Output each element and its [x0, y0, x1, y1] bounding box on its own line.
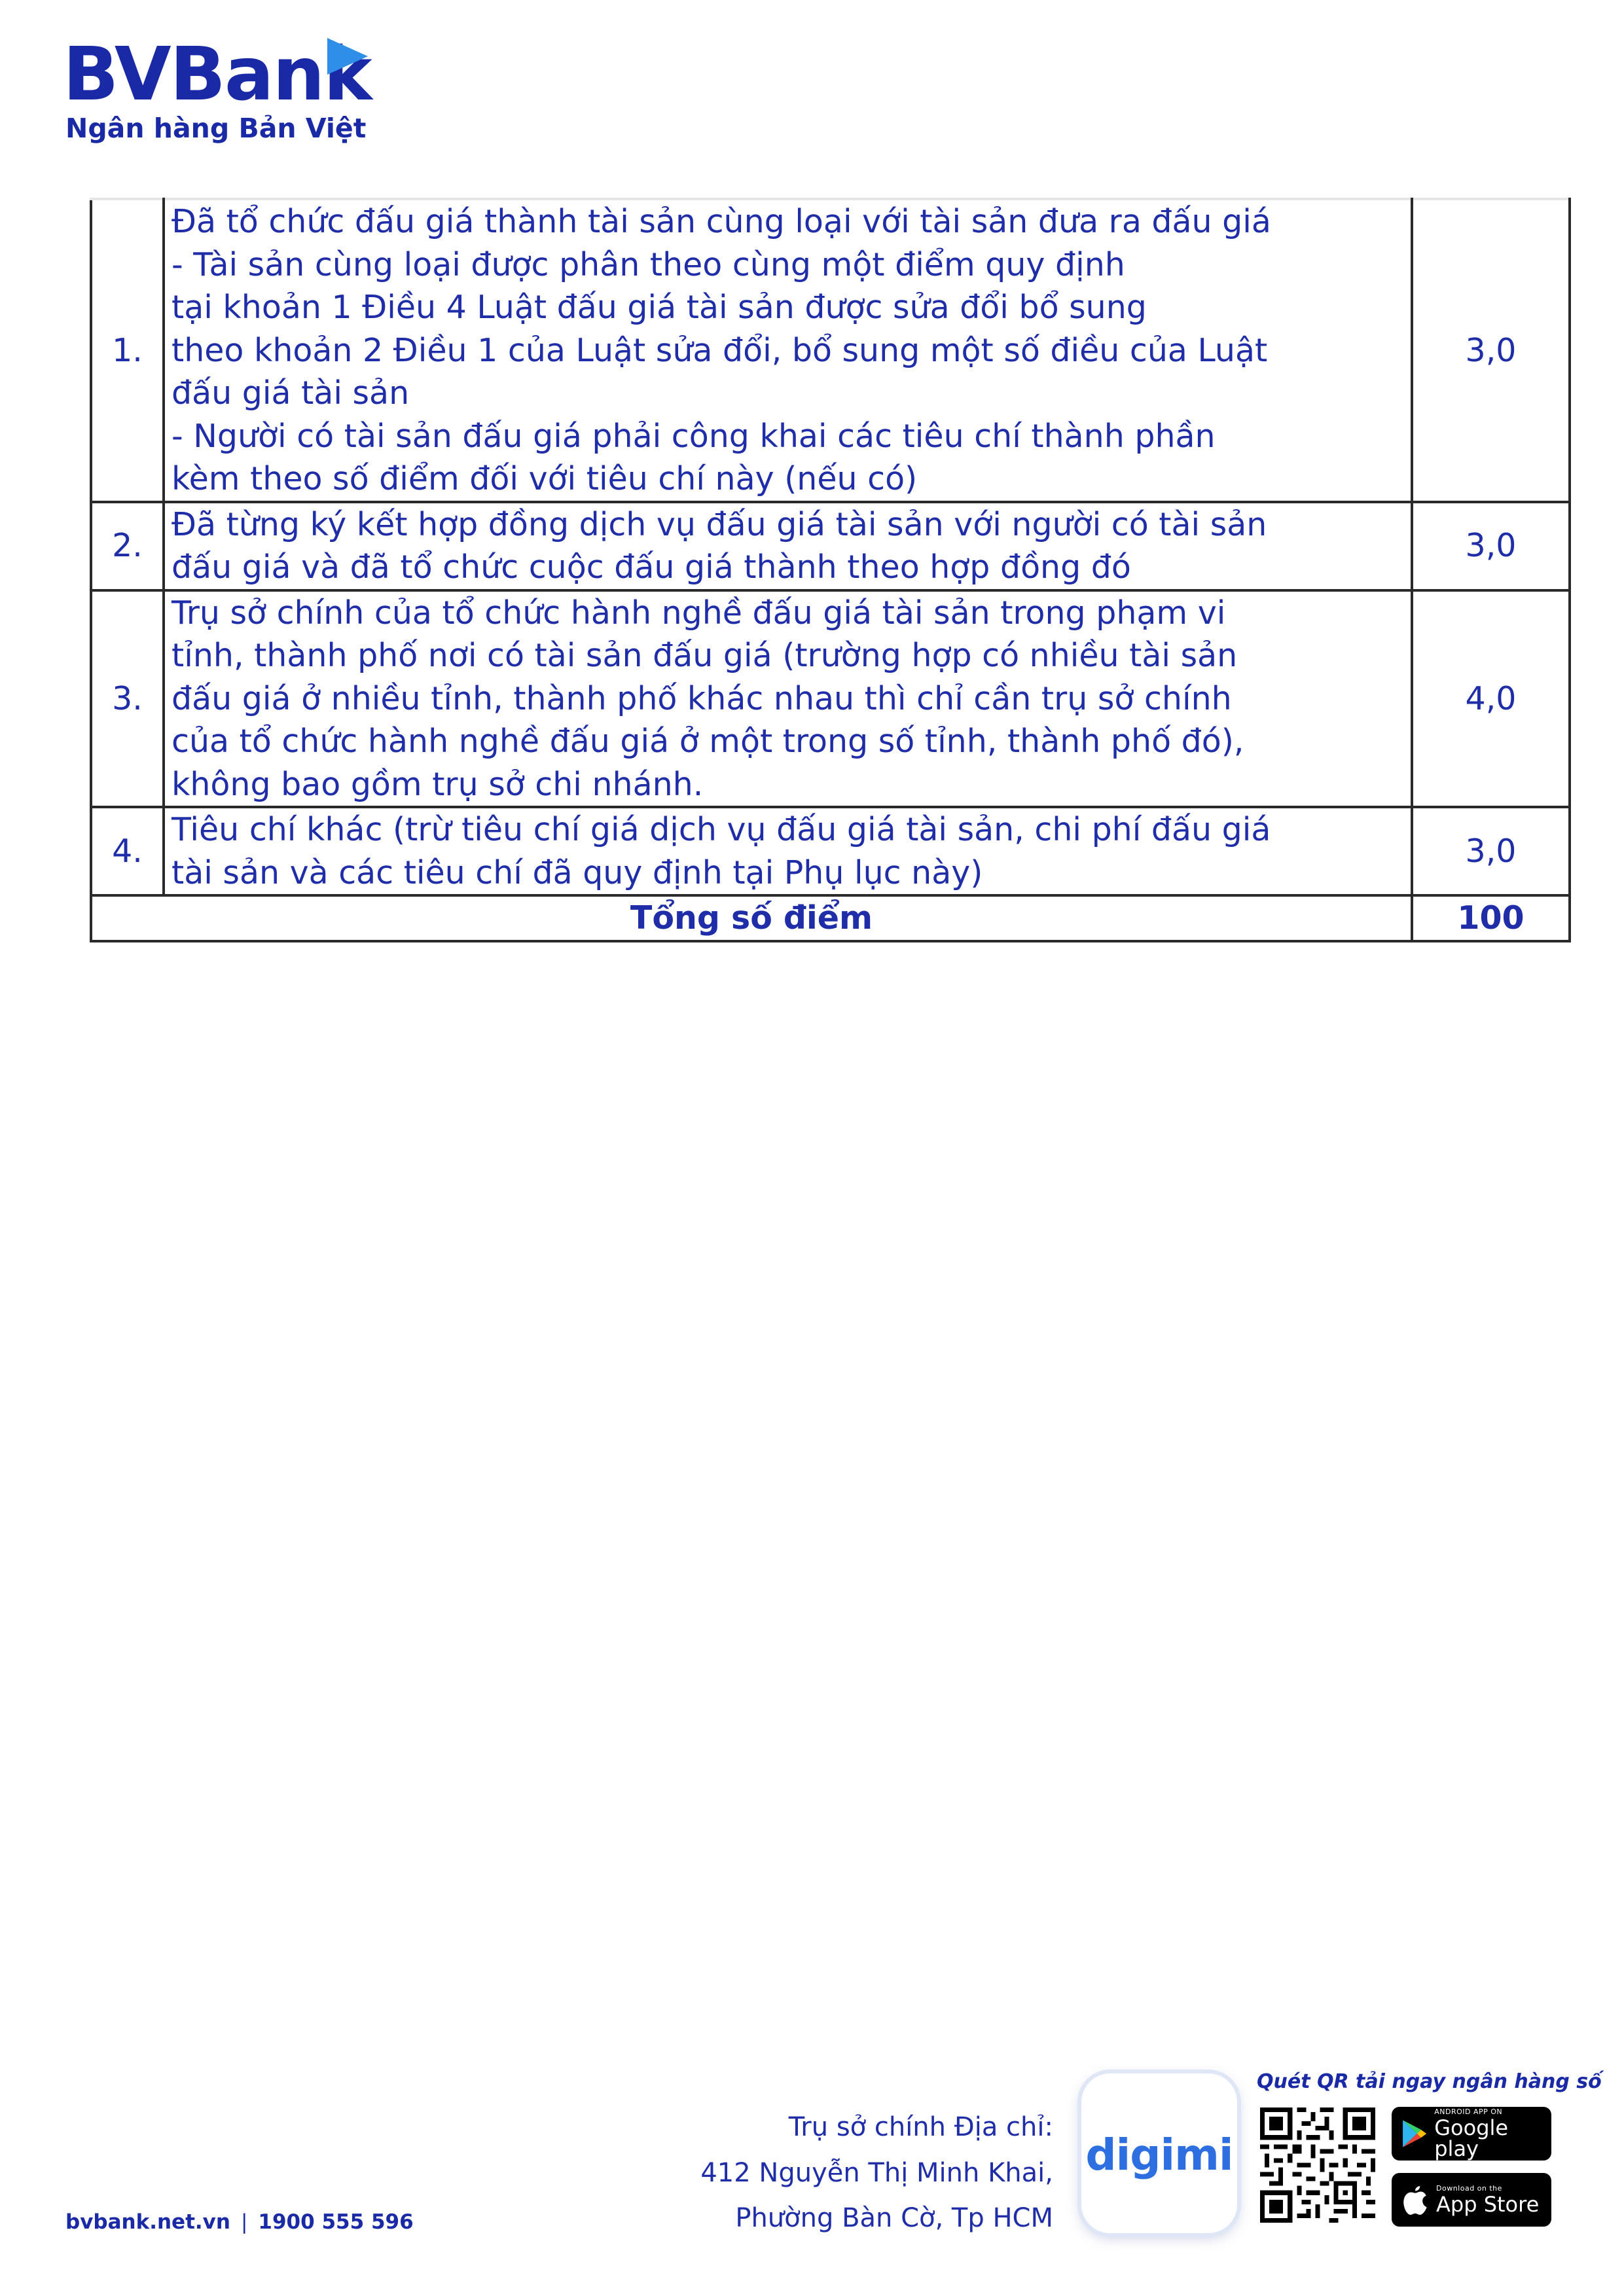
- logo-arrow-icon: [327, 38, 368, 75]
- google-play-icon: [1401, 2117, 1428, 2150]
- qr-caption: Quét QR tải ngay ngân hàng số: [1257, 2070, 1602, 2093]
- address-label: Trụ sở chính Địa chỉ:: [788, 2112, 1053, 2142]
- hotline[interactable]: 1900 555 596: [258, 2210, 414, 2234]
- row-number: 3.: [91, 590, 164, 808]
- app-store-badge[interactable]: [1392, 2173, 1551, 2227]
- row-number: 4.: [91, 807, 164, 895]
- address-line-2: Phường Bàn Cờ, Tp HCM: [735, 2203, 1053, 2233]
- bvbank-logo: [63, 32, 403, 149]
- criterion-text: Trụ sở chính của tổ chức hành nghề đấu giá tài sản trong phạm vi tỉnh, thành phố nơi có tài sản đấu giá (trường hợp có nhiều tài sản đấu giá ở nhiều tỉnh, thành phố khác nhau thì chỉ cần trụ sở chính của tổ chức hành nghề đấu giá ở một trong số tỉnh, thành phố đó), không bao gồm trụ sở chi nhánh.: [164, 590, 1412, 808]
- table-row: [91, 807, 1570, 895]
- table-row: [91, 590, 1570, 808]
- criterion-score: 3,0: [1412, 199, 1570, 502]
- footer-separator: |: [240, 2210, 248, 2234]
- google-play-label: Google play: [1434, 2115, 1509, 2161]
- row-number: 1.: [91, 199, 164, 502]
- app-store-small-label: Download on the: [1436, 2184, 1502, 2193]
- total-label: Tổng số điểm: [91, 895, 1412, 941]
- criterion-text: Đã tổ chức đấu giá thành tài sản cùng loại với tài sản đưa ra đấu giá - Tài sản cùng loại được phân theo cùng một điểm quy định tại khoản 1 Điều 4 Luật đấu giá tài sản được sửa đổi bổ sung theo khoản 2 Điều 1 của Luật sửa đổi, bổ sung một số điều của Luật đấu giá tài sản - Người có tài sản đấu giá phải công khai các tiêu chí thành phần kèm theo số điểm đối với tiêu chí này (nếu có): [164, 199, 1412, 502]
- apple-icon: [1401, 2183, 1430, 2216]
- digimi-logo: digimi: [1085, 2130, 1233, 2180]
- criterion-text: Tiêu chí khác (trừ tiêu chí giá dịch vụ đấu giá tài sản, chi phí đấu giá tài sản và các tiêu chí đã quy định tại Phụ lục này): [164, 807, 1412, 895]
- criterion-score: 3,0: [1412, 502, 1570, 590]
- qr-code-icon[interactable]: [1260, 2108, 1375, 2223]
- row-number: 2.: [91, 502, 164, 590]
- total-row: [91, 895, 1570, 941]
- digimi-app-icon[interactable]: [1081, 2073, 1237, 2233]
- criterion-score: 3,0: [1412, 807, 1570, 895]
- criterion-score: 4,0: [1412, 590, 1570, 808]
- footer-contact: [65, 2210, 414, 2234]
- criteria-table: [90, 198, 1571, 942]
- brand-tagline: Ngân hàng Bản Việt: [65, 113, 367, 144]
- google-play-small-label: ANDROID APP ON: [1434, 2108, 1503, 2116]
- table-row: [91, 502, 1570, 590]
- google-play-badge[interactable]: [1392, 2107, 1551, 2161]
- criterion-text: Đã từng ký kết hợp đồng dịch vụ đấu giá tài sản với người có tài sản đấu giá và đã tổ chức cuộc đấu giá thành theo hợp đồng đó: [164, 502, 1412, 590]
- website-link[interactable]: bvbank.net.vn: [65, 2210, 230, 2234]
- brand-name: BVBank: [63, 32, 371, 117]
- table-row: [91, 199, 1570, 502]
- address-line-1: 412 Nguyễn Thị Minh Khai,: [700, 2158, 1053, 2188]
- total-value: 100: [1412, 895, 1570, 941]
- app-store-label: App Store: [1436, 2192, 1540, 2217]
